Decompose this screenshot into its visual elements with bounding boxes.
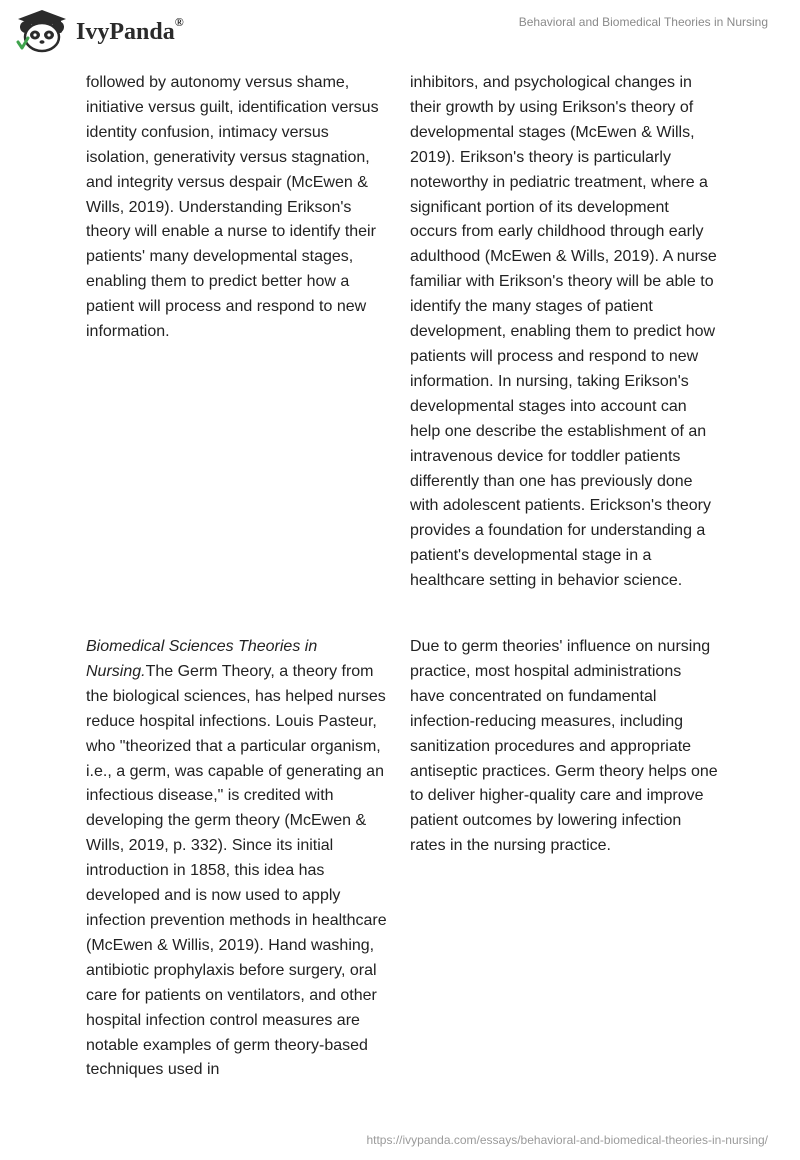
column-left-top: [86, 71, 396, 345]
paragraph-erikson-application: inhibitors, and psychological changes in their growth by using Erikson's theory of developmental stages (McEwen & Wills, 2019). Erikson's theory is particularly noteworthy in pediatric treatment, where a significant portion of its development occurs from early childhood through early adulthood (McEwen & Wills, 2019). A nurse familiar with Erikson's theory will be able to identify the many stages of patient development, enabling them to predict how patients will process and respond to new information. In nursing, taking Erikson's developmental stages into account can help one describe the establishment of an intravenous device for toddler patients differently than one has previously done with adolescent patients. Erickson's theory provides a foundation for understanding a patient's developmental stage in a healthcare setting in behavior science.: [410, 74, 717, 590]
section-heading-biomedical: Biomedical Sciences Theories in Nursing.: [86, 638, 318, 680]
brand-name: IvyPanda®: [76, 15, 184, 45]
paragraph-erikson-stages: followed by autonomy versus shame, initiative versus guilt, identification versus identity confusion, intimacy versus isolation, generativity versus stagnation, and integrity versus despair (McEwen & Wills, 2019). Understanding Erikson's theory will enable a nurse to identify their patients' many developmental stages, enabling them to predict better how a patient will process and respond to new information.: [86, 74, 379, 341]
germ-theory-text: The Germ Theory, a theory from the biological sciences, has helped nurses reduce hospital infections. Louis Pasteur, who "theorized that a particular organism, i.e., a germ, was capable of generating an infectious disease," is credited with developing the germ theory (McEwen & Wills, 2019, p. 332). Since its initial introduction in 1858, this idea has developed and is now used to apply infection prevention methods in healthcare (McEwen & Willis, 2019). Hand washing, antibiotic prophylaxis before surgery, oral care for patients on ventilators, and other hospital infection control measures are notable examples of germ theory-based techniques used in: [86, 662, 387, 1079]
ivypanda-logo[interactable]: [14, 8, 194, 54]
page-header: [0, 0, 800, 64]
column-right-bottom: [410, 635, 720, 859]
panda-graduate-logo-icon: [14, 8, 70, 54]
document-title: Behavioral and Biomedical Theories in Nursing: [518, 15, 768, 29]
paragraph-germ-theory: [86, 635, 396, 1083]
column-left-bottom: [86, 635, 396, 1083]
source-url[interactable]: https://ivypanda.com/essays/behavioral-and-biomedical-theories-in-nursing/: [366, 1133, 768, 1147]
paragraph-germ-theory-influence: Due to germ theories' influence on nursing practice, most hospital administrations have concentrated on fundamental infection-reducing measures, including sanitization procedures and appropriate antiseptic practices. Germ theory helps one to deliver higher-quality care and improve patient outcomes by lowering infection rates in the nursing practice.: [410, 638, 718, 855]
column-right-top: [410, 71, 720, 594]
